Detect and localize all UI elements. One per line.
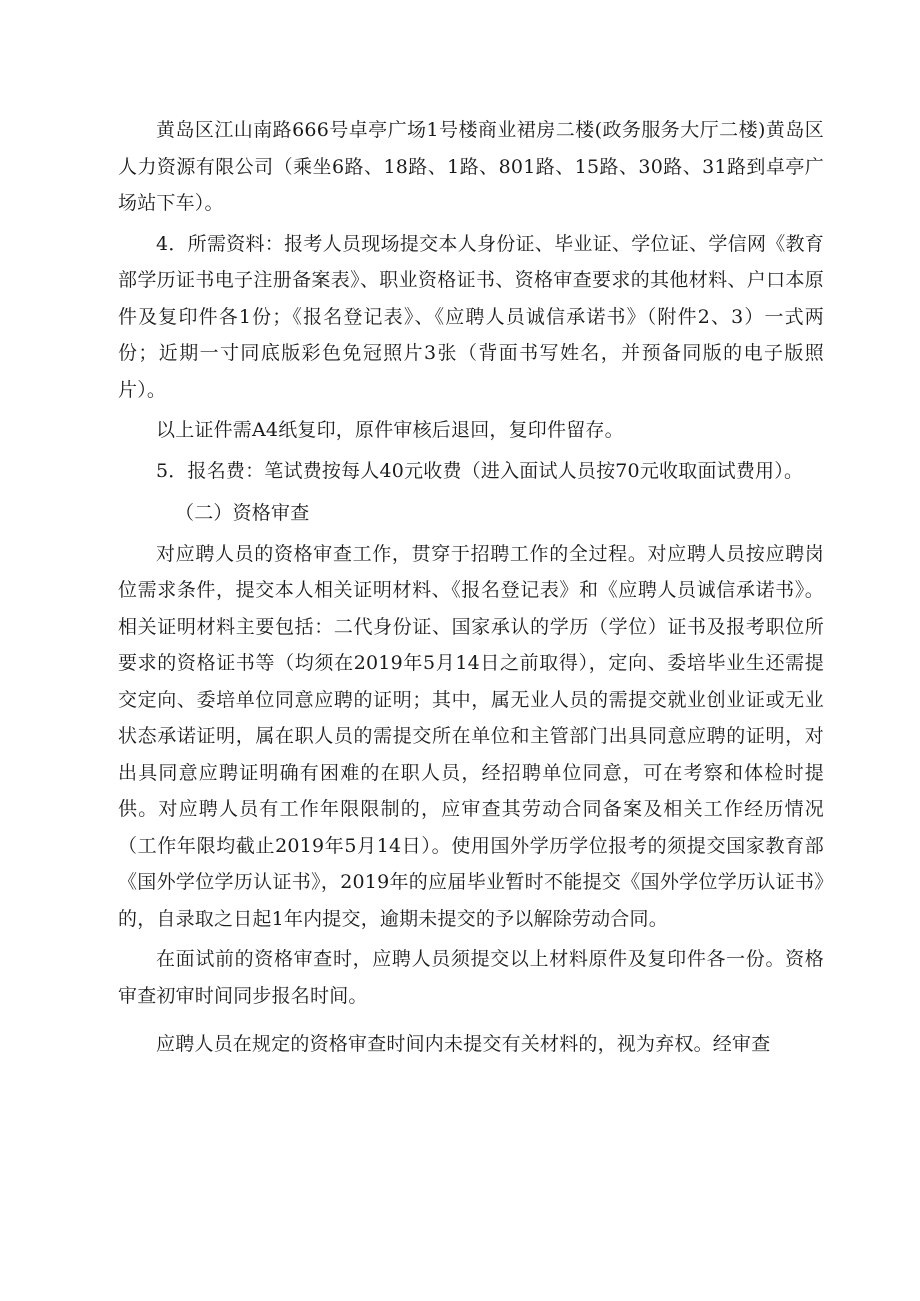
section-heading-qualification-review: （二）资格审查 bbox=[175, 502, 310, 524]
address-paragraph: 黄岛区江山南路666号卓亭广场1号楼商业裙房二楼(政务服务大厅二楼)黄岛区人力资源有限公司（乘坐6路、18路、1路、801路、15路、30路、31路到卓亭广场站下车）。 bbox=[118, 119, 824, 214]
waiver-paragraph: 应聘人员在规定的资格审查时间内未提交有关材料的，视为弃权。经审查 bbox=[156, 1033, 771, 1055]
copy-note-paragraph: 以上证件需A4纸复印，原件审核后退回，复印件留存。 bbox=[156, 419, 624, 441]
document-body bbox=[118, 112, 824, 1063]
required-materials-paragraph: 4．所需资料：报考人员现场提交本人身份证、毕业证、学位证、学信网《教育部学历证书电子注册备案表》、职业资格证书、资格审查要求的其他材料、户口本原件及复印件各1份；《报名登记表》、《应聘人员诚信承诺书》（附件2、3）一式两份；近期一寸同底版彩色免冠照片3张（背面书写姓名，并预备同版的电子版照片）。 bbox=[118, 232, 824, 401]
interview-review-paragraph: 在面试前的资格审查时，应聘人员须提交以上材料原件及复印件各一份。资格审查初审时间同步报名时间。 bbox=[118, 948, 824, 1007]
qualification-review-paragraph: 对应聘人员的资格审查工作，贯穿于招聘工作的全过程。对应聘人员按应聘岗位需求条件，提交本人相关证明材料、《报名登记表》和《应聘人员诚信承诺书》。相关证明材料主要包括：二代身份证、国家承认的学历（学位）证书及报考职位所要求的资格证书等（均须在2019年5月14日之前取得），定向、委培毕业生还需提交定向、委培单位同意应聘的证明；其中，属无业人员的需提交就业创业证或无业状态承诺证明，属在职人员的需提交所在单位和主管部门出具同意应聘的证明，对出具同意应聘证明确有困难的在职人员，经招聘单位同意，可在考察和体检时提供。对应聘人员有工作年限限制的，应审查其劳动合同备案及相关工作经历情况（工作年限均截止2019年5月14日）。使用国外学历学位报考的须提交国家教育部《国外学位学历认证书》，2019年的应届毕业暂时不能提交《国外学位学历认证书》的，自录取之日起1年内提交，逾期未提交的予以解除劳动合同。 bbox=[118, 542, 824, 930]
registration-fee-paragraph: 5．报名费：笔试费按每人40元收费（进入面试人员按70元收取面试费用）。 bbox=[156, 459, 804, 482]
